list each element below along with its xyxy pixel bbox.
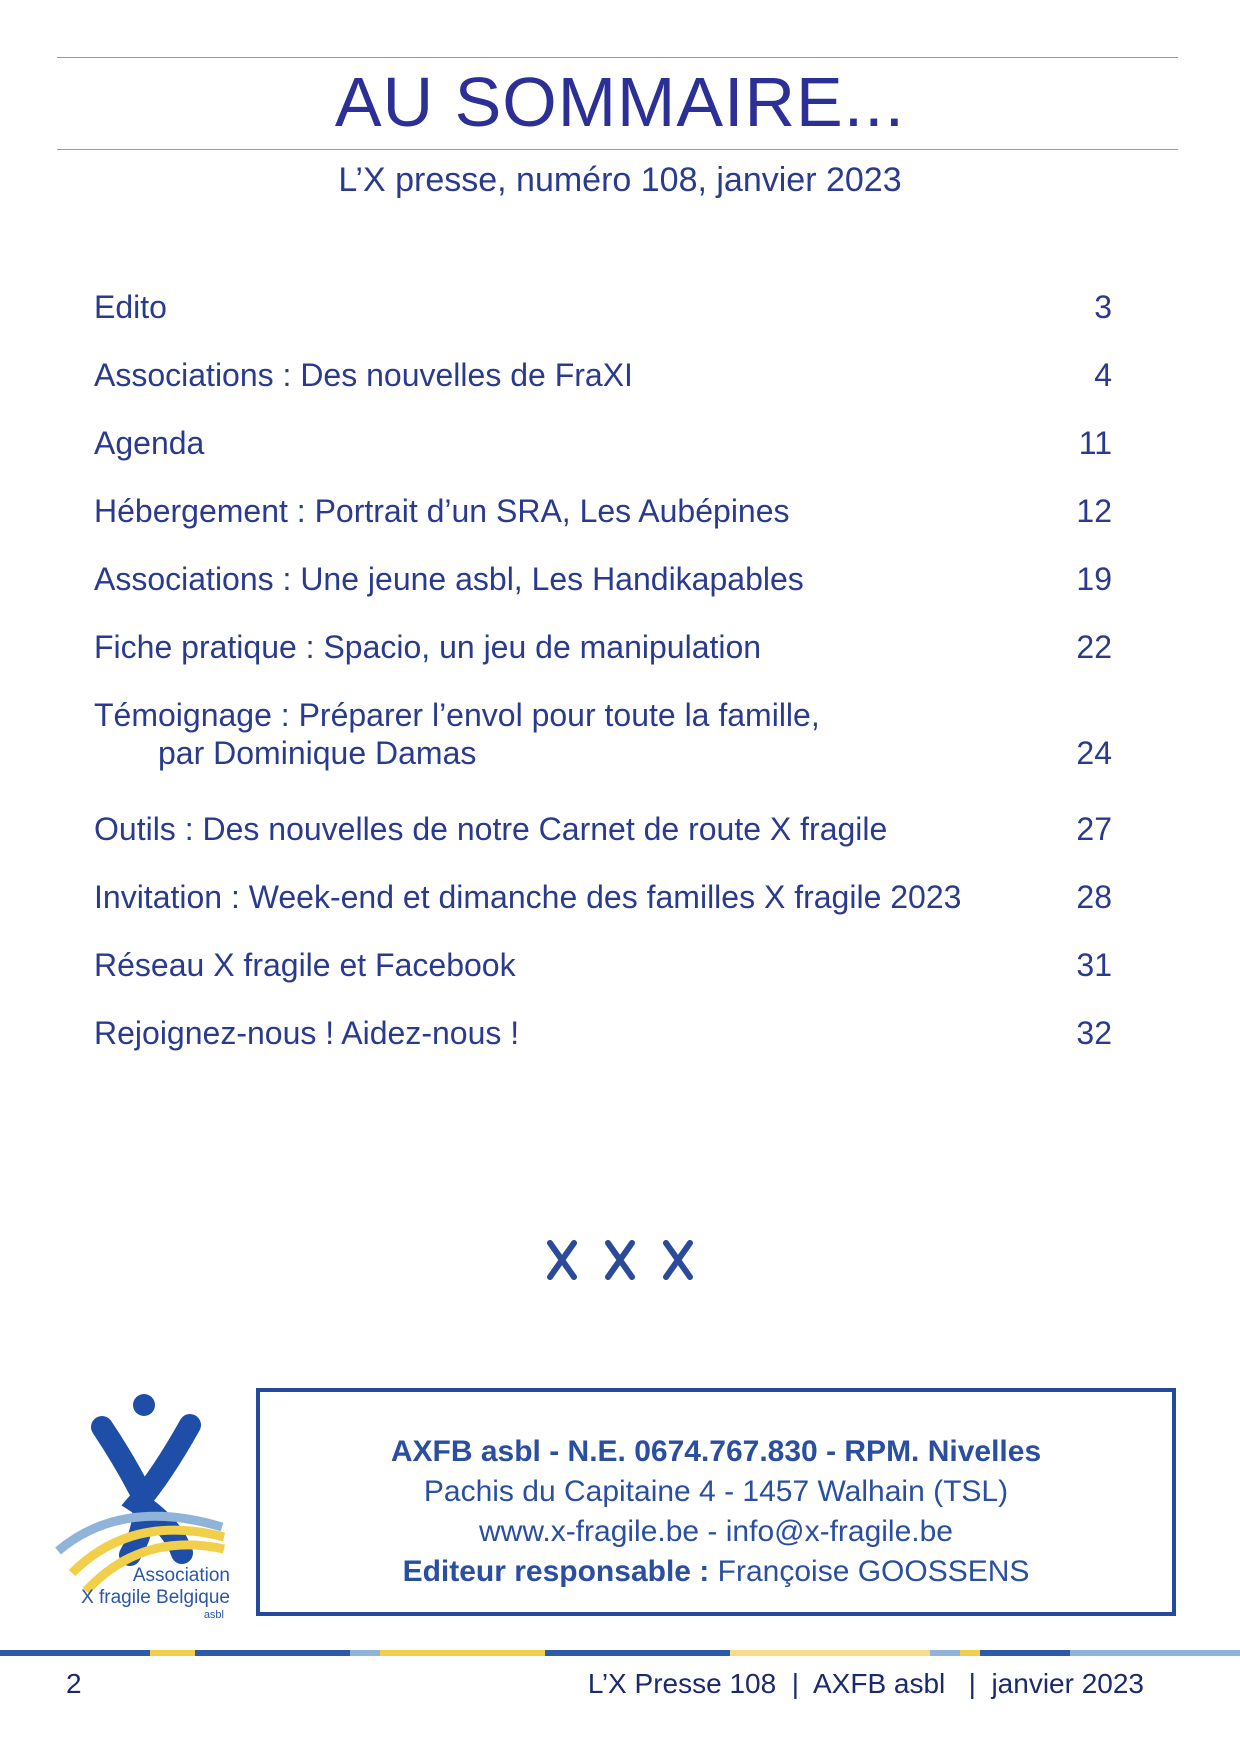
- toc-entry: [94, 288, 1118, 326]
- toc-entry-page: 19: [1076, 561, 1112, 597]
- toc-entry-page: 31: [1076, 947, 1112, 983]
- toc-entry: [94, 424, 1118, 462]
- svg-text:X fragile Belgique: X fragile Belgique: [81, 1587, 230, 1608]
- page-number: 2: [66, 1668, 82, 1699]
- page-footer: [0, 1668, 1240, 1708]
- toc-entry-title: Outils : Des nouvelles de notre Carnet de route X fragile: [94, 811, 888, 847]
- toc-entry-title: Hébergement : Portrait d’un SRA, Les Aubépines: [94, 493, 790, 529]
- editor-label: Editeur responsable :: [402, 1555, 710, 1588]
- toc-entry: [94, 1014, 1118, 1052]
- publisher-contact: www.x-fragile.be - info@x-fragile.be: [479, 1515, 953, 1548]
- toc-entry-page: 32: [1076, 1015, 1112, 1051]
- publisher-info-box: [256, 1388, 1176, 1616]
- toc-entry-title-continued: par Dominique Damas: [158, 735, 477, 771]
- toc-entry-page: 24: [1076, 735, 1112, 771]
- toc-entry-title: Associations : Une jeune asbl, Les Handikapables: [94, 561, 804, 597]
- title-rule: [57, 149, 1178, 150]
- toc-entry: [94, 560, 1118, 598]
- toc-entry-title: Edito: [94, 289, 167, 325]
- toc-entry-page: 12: [1076, 493, 1112, 529]
- toc-entry-title: Rejoignez-nous ! Aidez-nous !: [94, 1015, 520, 1051]
- toc-entry-title: Réseau X fragile et Facebook: [94, 947, 516, 983]
- toc-entry-title: Agenda: [94, 425, 205, 461]
- toc-entry: [94, 696, 1118, 772]
- toc-entry-page: 28: [1076, 879, 1112, 915]
- toc-entry-title: Associations : Des nouvelles de FraXI: [94, 357, 633, 393]
- toc-entry: [94, 628, 1118, 666]
- toc-entry-title: Fiche pratique : Spacio, un jeu de manipulation: [94, 629, 762, 665]
- toc-entry-page: 27: [1076, 811, 1112, 847]
- toc-entry-title: Invitation : Week-end et dimanche des familles X fragile 2023: [94, 879, 962, 915]
- toc-entry-page: 11: [1078, 425, 1112, 461]
- svg-text:Association: Association: [132, 1565, 230, 1586]
- svg-text:asbl: asbl: [203, 1609, 224, 1621]
- toc-entry-page: 4: [1094, 357, 1112, 393]
- xxx-ornament: [0, 1235, 1240, 1290]
- publisher-address: Pachis du Capitaine 4 - 1457 Walhain (TSL): [423, 1475, 1009, 1508]
- xxx-icon: [540, 1235, 700, 1285]
- top-rule: [57, 57, 1178, 58]
- footer-publication-info: L’X Presse 108 | AXFB asbl | janvier 2023: [587, 1668, 1144, 1699]
- toc-entry-page: 22: [1076, 629, 1112, 665]
- toc-entry: [94, 946, 1118, 984]
- publisher-registration: AXFB asbl - N.E. 0674.767.830 - RPM. Nivelles: [390, 1435, 1042, 1468]
- toc-entry-title: Témoignage : Préparer l’envol pour toute la famille,: [94, 697, 820, 733]
- responsible-editor: [260, 1552, 1172, 1592]
- toc-entry: [94, 810, 1118, 848]
- footer-color-bar: [0, 1650, 1240, 1656]
- toc-entry-page: 3: [1094, 289, 1112, 325]
- issue-subtitle: L’X presse, numéro 108, janvier 2023: [338, 161, 902, 199]
- toc-entry: [94, 492, 1118, 530]
- axfb-logo: [52, 1385, 232, 1625]
- page-title: AU SOMMAIRE...: [334, 63, 906, 141]
- toc-entry: [94, 878, 1118, 916]
- editor-name: Françoise GOOSSENS: [717, 1555, 1030, 1588]
- toc-entry: [94, 356, 1118, 394]
- x-figure-logo-icon: [52, 1385, 232, 1625]
